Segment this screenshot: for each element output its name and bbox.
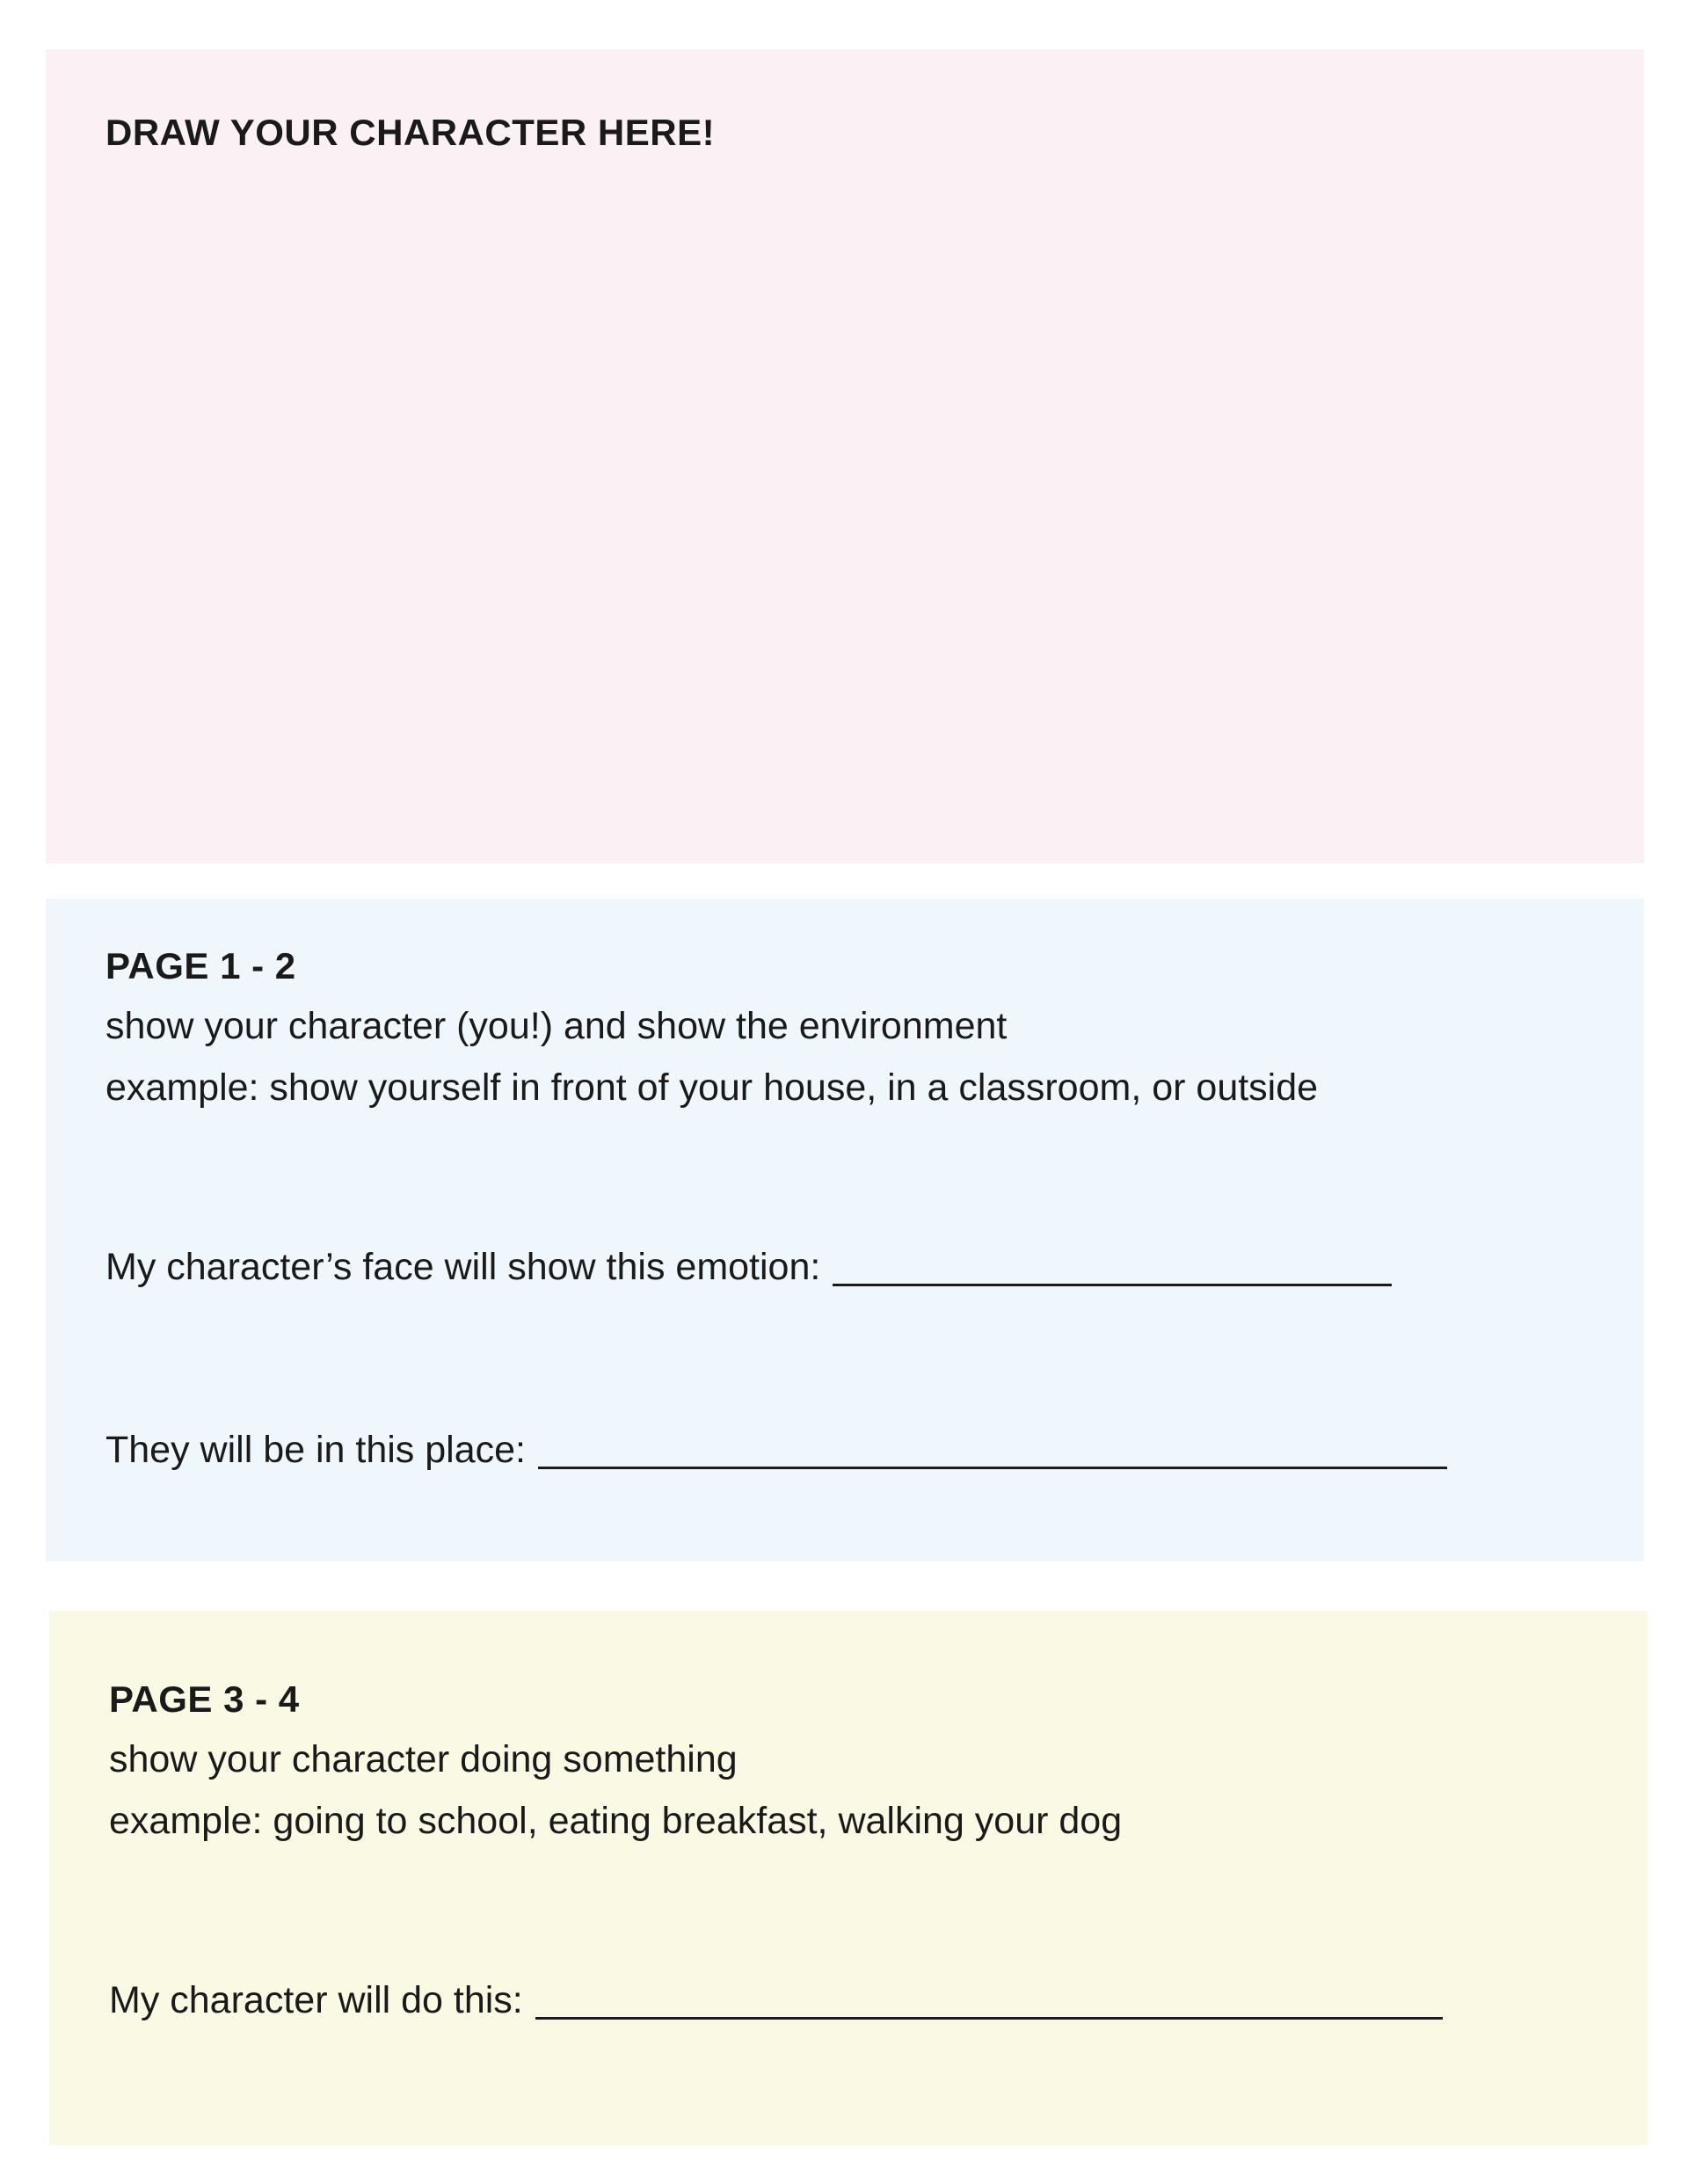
page-3-4-heading: PAGE 3 - 4 [109,1678,300,1720]
page-3-4-example: example: going to school, eating breakfast, walking your dog [109,1800,1123,1842]
action-prompt-label: My character will do this: [109,1979,523,2021]
page-3-4-instruction: show your character doing something [109,1738,738,1780]
place-answer-blank[interactable] [538,1431,1447,1469]
page-1-2-panel [46,899,1644,1562]
page-1-2-instruction: show your character (you!) and show the environment [106,1005,1008,1047]
emotion-answer-blank[interactable] [833,1249,1392,1286]
action-prompt-row [109,1979,1443,2021]
page-3-4-panel [49,1611,1648,2145]
page-1-2-example: example: show yourself in front of your house, in a classroom, or outside [106,1067,1319,1109]
place-prompt-label: They will be in this place: [106,1429,526,1471]
emotion-prompt-row [106,1246,1392,1288]
draw-panel-heading: DRAW YOUR CHARACTER HERE! [106,112,716,153]
place-prompt-row [106,1431,1447,1469]
action-answer-blank[interactable] [535,1982,1443,2020]
emotion-prompt-label: My character’s face will show this emotion: [106,1246,821,1288]
draw-character-panel[interactable] [46,49,1644,863]
page-1-2-heading: PAGE 1 - 2 [106,945,296,986]
